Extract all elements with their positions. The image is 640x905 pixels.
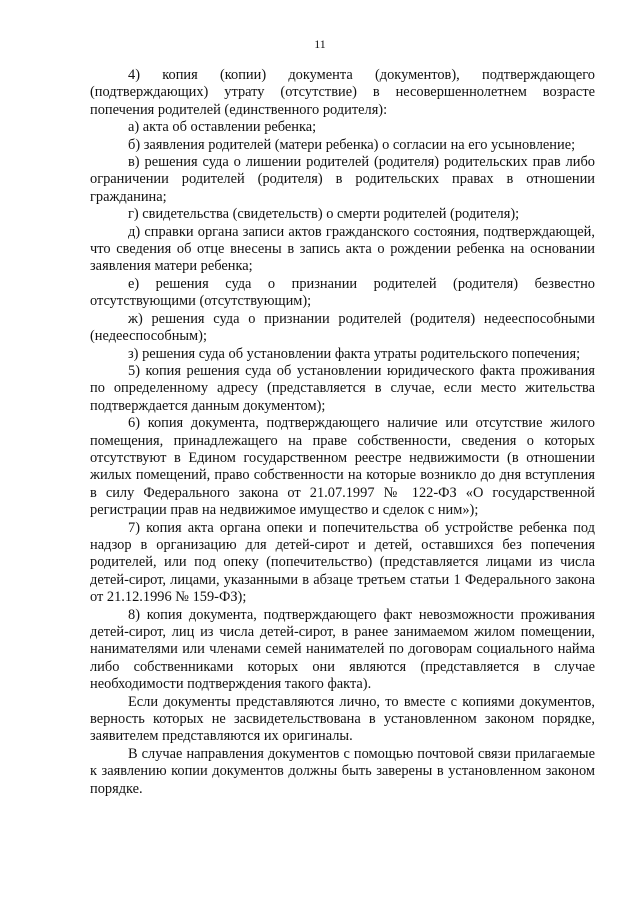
paragraph-item-5: 5) копия решения суда об установлении юридического факта проживания по определенному адресу (представляется в случае, если место жительства подтверждается данным документом); <box>90 362 595 414</box>
paragraph-item-4g: г) свидетельства (свидетельств) о смерти родителей (родителя); <box>128 206 520 223</box>
paragraph-item-4v: в) решения суда о лишении родителей (родителя) родительских прав либо ограничении родителей (родителя) в родительских правах в отношении гражданина; <box>90 154 595 205</box>
paragraph-item-4z: з) решения суда об установлении факта утраты родительского попечения; <box>128 345 581 362</box>
paragraph-item-4e: е) решения суда о признании родителей (родителя) безвестно отсутствующими (отсутствующим); <box>90 275 595 310</box>
paragraph-item-4a: а) акта об оставлении ребенка; <box>128 119 317 136</box>
paragraph-item-8: 8) копия документа, подтверждающего факт невозможности проживания детей-сирот, лиц из числа детей-сирот, в ранее занимаемом жилом помещении, нанимателями или членами семей нанимателей по договорам социального найма либо собственниками которых они являются (представляется в случае необходимости подтверждения такого факта). <box>90 606 595 693</box>
paragraph-postal: В случае направления документов с помощью почтовой связи прилагаемые к заявлению копии документов должны быть заверены в установленном законом порядке. <box>90 745 595 797</box>
paragraph-item-4zh: ж) решения суда о признании родителей (родителя) недееспособными (недееспособным); <box>90 310 595 345</box>
paragraph-item-7: 7) копия акта органа опеки и попечительства об устройстве ребенка под надзор в организацию для детей-сирот и детей, оставшихся без попечения родителей, или под опеку (попечительство) (представляется лицами из числа детей-сирот, лицами, указанными в абзаце третьем статьи 1 Федерального закона от 21.12.1996 № 159-ФЗ); <box>90 519 595 606</box>
document-body <box>90 67 595 798</box>
paragraph-originals: Если документы представляются лично, то вместе с копиями документов, верность которых не засвидетельствована в установленном законом порядке, заявителем представляются их оригиналы. <box>90 693 595 745</box>
paragraph-item-4: 4) копия (копии) документа (документов), подтверждающего (подтверждающих) утрату (отсутствие) в несовершеннолетнем возрасте попечения родителей (единственного родителя): <box>90 67 595 118</box>
page-number: 11 <box>314 37 326 51</box>
paragraph-item-4d: д) справки органа записи актов гражданского состояния, подтверждающей, что сведения об отце внесены в запись акта о рождении ребенка на основании заявления матери ребенка; <box>90 223 595 275</box>
paragraph-item-4b: б) заявления родителей (матери ребенка) о согласии на его усыновление; <box>128 136 576 153</box>
paragraph-item-6: 6) копия документа, подтверждающего наличие или отсутствие жилого помещения, принадлежащего на праве собственности, сведения о которых отсутствуют в Едином государственном реестре недвижимости (в отношении жилых помещений, право собственности на которые возникло до дня вступления в силу Федерального закона от 21.07.1997 № 122-ФЗ «О государственной регистрации прав на недвижимое имущество и сделок с ним»); <box>90 415 595 519</box>
